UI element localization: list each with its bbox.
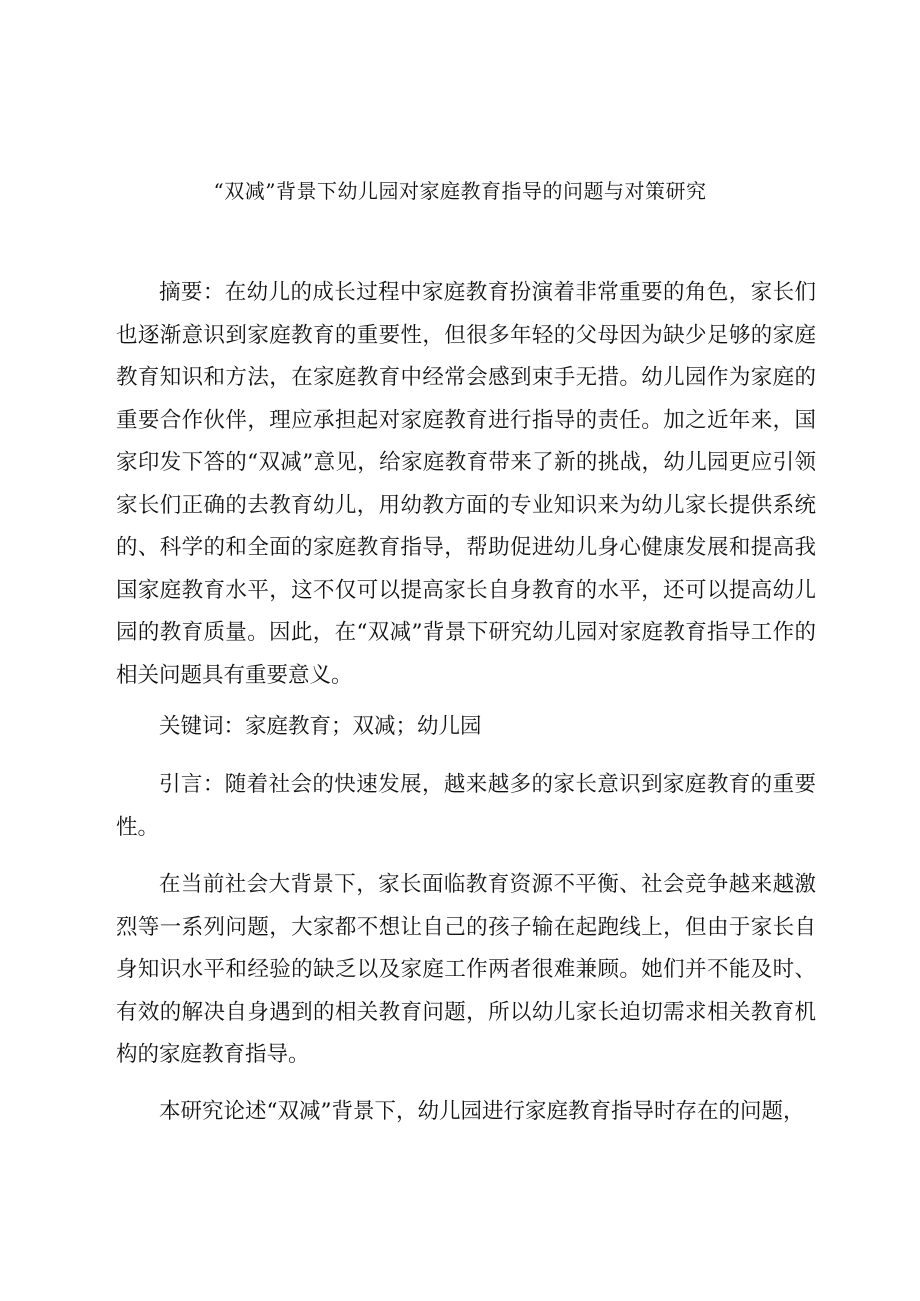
body-paragraph-2: 本研究论述“双减”背景下，幼儿园进行家庭教育指导时存在的问题， — [159, 1099, 805, 1124]
keywords-paragraph: 关键词：家庭教育；双减；幼儿园 — [159, 714, 482, 739]
body-paragraph-1: 在当前社会大背景下，家长面临教育资源不平衡、社会竞争越来越激烈等一系列问题，大家都不想让自己的孩子输在起跑线上，但由于家长自身知识水平和经验的缺乏以及家庭工作两者很难兼顾。她们并不能及时、有效的解决自身遇到的相关教育问题，所以幼儿家长迫切需求相关教育机构的家庭教育指导。 — [116, 872, 816, 1067]
abstract-paragraph: 摘要：在幼儿的成长过程中家庭教育扮演着非常重要的角色，家长们也逐渐意识到家庭教育的重要性，但很多年轻的父母因为缺少足够的家庭教育知识和方法，在家庭教育中经常会感到束手无措。幼儿园作为家庭的重要合作伙伴，理应承担起对家庭教育进行指导的责任。加之近年来，国家印发下答的“双减”意见，给家庭教育带来了新的挑战，幼儿园更应引领家长们正确的去教育幼儿，用幼教方面的专业知识来为幼儿家长提供系统的、科学的和全面的家庭教育指导，帮助促进幼儿身心健康发展和提高我国家庭教育水平，这不仅可以提高家长自身教育的水平，还可以提高幼儿园的教育质量。因此，在“双减”背景下研究幼儿园对家庭教育指导工作的相关问题具有重要意义。 — [116, 280, 816, 688]
document-title: “双减”背景下幼儿园对家庭教育指导的问题与对策研究 — [213, 179, 707, 203]
intro-paragraph: 引言：随着社会的快速发展，越来越多的家长意识到家庭教育的重要性。 — [116, 772, 816, 840]
